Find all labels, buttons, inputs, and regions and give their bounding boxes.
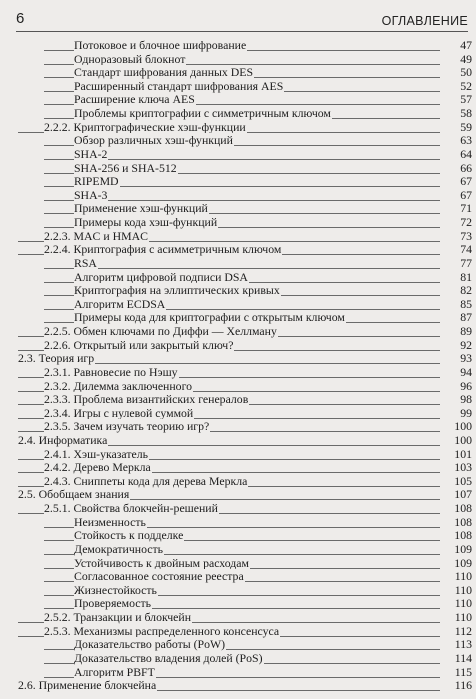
toc-entry-title: Криптография на эллиптических кривых: [74, 283, 280, 298]
toc-entry-page: 101: [454, 446, 472, 461]
toc-entry[interactable]: [0, 174, 476, 188]
toc-entry-page: 87: [460, 310, 472, 325]
toc-entry-title: 2.4.1. Хэш-указатель: [44, 446, 149, 461]
toc-entry[interactable]: [0, 528, 476, 542]
toc-entry[interactable]: [0, 215, 476, 229]
toc-entry-title: SHA-2: [74, 146, 108, 161]
toc-entry[interactable]: [0, 678, 476, 692]
toc-entry-title: Алгоритм PBFT: [74, 664, 155, 679]
toc-entry-title: Расширенный стандарт шифрования AES: [74, 78, 284, 93]
toc-entry-page: 50: [460, 65, 472, 80]
toc-entry-page: 77: [460, 255, 472, 270]
toc-entry-page: 116: [454, 678, 472, 693]
toc-entry-page: 58: [460, 106, 472, 121]
toc-entry-title: 2.5. Обобщаем знания: [18, 487, 130, 502]
toc-entry[interactable]: [0, 133, 476, 147]
toc-entry[interactable]: [0, 474, 476, 488]
toc-entry-title: Демократичность: [74, 541, 164, 556]
toc-entry-page: 115: [454, 664, 472, 679]
toc-entry[interactable]: [0, 351, 476, 365]
toc-entry-title: 2.5.3. Механизмы распределенного консенсуса: [44, 623, 280, 638]
toc-entry-title: Неизменность: [74, 514, 146, 529]
toc-entry[interactable]: [0, 161, 476, 175]
toc-entry[interactable]: [0, 201, 476, 215]
toc-entry-page: 110: [454, 610, 472, 625]
toc-entry-title: Применение хэш-функций: [74, 201, 208, 216]
toc-entry-title: Примеры кода хэш-функций: [74, 215, 218, 230]
toc-entry-page: 107: [454, 487, 472, 502]
header-rule: [16, 31, 468, 32]
toc-entry[interactable]: [0, 365, 476, 379]
page-number: 6: [16, 10, 25, 27]
toc-entry[interactable]: [0, 106, 476, 120]
toc-entry[interactable]: [0, 487, 476, 501]
toc-entry-page: 98: [460, 392, 472, 407]
toc-entry-page: 63: [460, 133, 472, 148]
toc-entry-page: 110: [454, 569, 472, 584]
toc-entry-page: 64: [460, 146, 472, 161]
toc-entry-title: RSA: [74, 255, 97, 270]
toc-entry-title: 2.4. Информатика: [18, 432, 108, 447]
toc-entry-title: Расширение ключа AES: [74, 92, 195, 107]
toc-entry-page: 82: [460, 283, 472, 298]
toc-entry-page: 109: [454, 541, 472, 556]
toc-entry-page: 92: [460, 337, 472, 352]
toc-entry-title: 2.2.2. Криптографические хэш-функции: [44, 119, 246, 134]
toc-entry-page: 108: [454, 528, 472, 543]
toc-entry-title: 2.3.5. Зачем изучать теорию игр?: [44, 419, 210, 434]
toc-entry[interactable]: [0, 406, 476, 420]
toc-entry[interactable]: [0, 610, 476, 624]
toc-entry-title: SHA-256 и SHA-512: [74, 160, 177, 175]
toc-entry-page: 74: [460, 242, 472, 257]
toc-entry[interactable]: [0, 92, 476, 106]
toc-entry-title: SHA-3: [74, 187, 108, 202]
toc-entry-page: 66: [460, 160, 472, 175]
toc-entry-page: 110: [454, 582, 472, 597]
toc-entry-title: 2.3.1. Равновесие по Нэшу: [44, 364, 178, 379]
toc-entry-page: 72: [460, 215, 472, 230]
toc-entry[interactable]: [0, 637, 476, 651]
toc-entry[interactable]: [0, 665, 476, 679]
toc-entry-title: Жизнестойкость: [74, 582, 157, 597]
toc-entry-title: 2.3.3. Проблема византийских генералов: [44, 392, 249, 407]
toc-entry-title: Стойкость к подделке: [74, 528, 184, 543]
toc-entry[interactable]: [0, 501, 476, 515]
toc-entry-title: Устойчивость к двойным расходам: [74, 555, 249, 570]
toc-entry-page: 105: [454, 473, 472, 488]
toc-entry[interactable]: [0, 596, 476, 610]
toc-entry-title: 2.3. Теория игр: [18, 351, 95, 366]
toc-entry-title: 2.2.3. MAC и HMAC: [44, 228, 148, 243]
toc-entry-title: 2.2.5. Обмен ключами по Диффи — Хеллману: [44, 324, 277, 339]
toc-entry[interactable]: [0, 515, 476, 529]
toc-entry[interactable]: [0, 256, 476, 270]
toc-entry-page: 71: [460, 201, 472, 216]
toc-entry[interactable]: [0, 542, 476, 556]
toc-entry-title: Примеры кода для криптографии с открытым ключом: [74, 310, 345, 325]
toc-entry-page: 108: [454, 501, 472, 516]
toc-entry-page: 81: [460, 269, 472, 284]
toc-entry[interactable]: [0, 433, 476, 447]
toc-entry[interactable]: [0, 651, 476, 665]
toc-entry-page: 85: [460, 296, 472, 311]
toc-entry-page: 59: [460, 119, 472, 134]
toc-entry-page: 47: [460, 38, 472, 52]
toc-entry-title: Доказательство работы (PoW): [74, 637, 226, 652]
toc-entry[interactable]: [0, 583, 476, 597]
toc-entry-page: 112: [454, 623, 472, 638]
toc-entry-title: Алгоритм цифровой подписи DSA: [74, 269, 248, 284]
toc-entry[interactable]: [0, 38, 476, 52]
toc-entry-page: 100: [454, 419, 472, 434]
toc-entry-title: Обзор различных хэш-функций: [74, 133, 233, 148]
toc-entry[interactable]: [0, 147, 476, 161]
toc-entry-page: 89: [460, 324, 472, 339]
toc-entry[interactable]: [0, 79, 476, 93]
toc-entry-page: 94: [460, 364, 472, 379]
toc-entry-title: 2.4.2. Дерево Меркла: [44, 460, 151, 475]
toc-entry-page: 93: [460, 351, 472, 366]
toc-entry-title: 2.5.1. Свойства блокчейн-решений: [44, 501, 218, 516]
toc-entry-page: 67: [460, 174, 472, 189]
toc-entry[interactable]: [0, 242, 476, 256]
toc-entry-title: Одноразовый блокнот: [74, 51, 186, 66]
toc-entry[interactable]: [0, 120, 476, 134]
toc-entry-title: Проблемы криптографии с симметричным ключом: [74, 106, 331, 121]
toc-entry-page: 99: [460, 405, 472, 420]
toc-entry-title: Согласованное состояние реестра: [74, 569, 244, 584]
toc-entry-title: 2.3.2. Дилемма заключенного: [44, 378, 193, 393]
toc-entry-title: 2.2.6. Открытый или закрытый ключ?: [44, 337, 234, 352]
toc-entry[interactable]: [0, 624, 476, 638]
toc-entry[interactable]: [0, 447, 476, 461]
toc-entry[interactable]: [0, 338, 476, 352]
toc-entry[interactable]: [0, 229, 476, 243]
toc-entry[interactable]: [0, 379, 476, 393]
toc-entry-page: 67: [460, 187, 472, 202]
toc-entry[interactable]: [0, 460, 476, 474]
toc-entry[interactable]: [0, 65, 476, 79]
toc-entry-page: 49: [460, 51, 472, 66]
toc-entry-page: 73: [460, 228, 472, 243]
toc-entry-title: Стандарт шифрования данных DES: [74, 65, 254, 80]
toc-entry-title: RIPEMD: [74, 174, 119, 189]
toc-entry[interactable]: [0, 392, 476, 406]
toc-entry-page: 100: [454, 432, 472, 447]
toc-entry[interactable]: [0, 283, 476, 297]
toc-entry-title: Алгоритм ECDSA: [74, 296, 166, 311]
toc-entry-page: 113: [454, 637, 472, 652]
toc-entry-title: 2.2.4. Криптография с асимметричным ключом: [44, 242, 282, 257]
toc-entry-title: 2.6. Применение блокчейна: [18, 678, 157, 693]
toc-entry-page: 103: [454, 460, 472, 475]
toc-entry-page: 108: [454, 514, 472, 529]
toc-entry[interactable]: [0, 569, 476, 583]
page-header: [0, 0, 476, 32]
toc-entry-page: 96: [460, 378, 472, 393]
toc-entry[interactable]: [0, 419, 476, 433]
toc-entry[interactable]: [0, 297, 476, 311]
toc-entry-page: 110: [454, 596, 472, 611]
toc-entry[interactable]: [0, 270, 476, 284]
toc-entry[interactable]: [0, 324, 476, 338]
toc-entry[interactable]: [0, 52, 476, 66]
toc-entry[interactable]: [0, 188, 476, 202]
toc-entry-title: 2.3.4. Игры с нулевой суммой: [44, 405, 194, 420]
toc-entry-title: 2.5.2. Транзакции и блокчейн: [44, 610, 192, 625]
toc-entry[interactable]: [0, 310, 476, 324]
toc-entry-title: Проверяемость: [74, 596, 152, 611]
toc-entry-title: 2.4.3. Сниппеты кода для дерева Меркла: [44, 473, 248, 488]
toc-entry[interactable]: [0, 556, 476, 570]
toc-entry-title: Потоковое и блочное шифрование: [74, 38, 247, 52]
toc-entry-page: 109: [454, 555, 472, 570]
toc-entry-page: 57: [460, 92, 472, 107]
toc-entry-page: 52: [460, 78, 472, 93]
toc-entry-page: 114: [454, 650, 472, 665]
running-title: ОГЛАВЛЕНИЕ: [381, 14, 468, 28]
toc-entry-title: Доказательство владения долей (PoS): [74, 650, 263, 665]
